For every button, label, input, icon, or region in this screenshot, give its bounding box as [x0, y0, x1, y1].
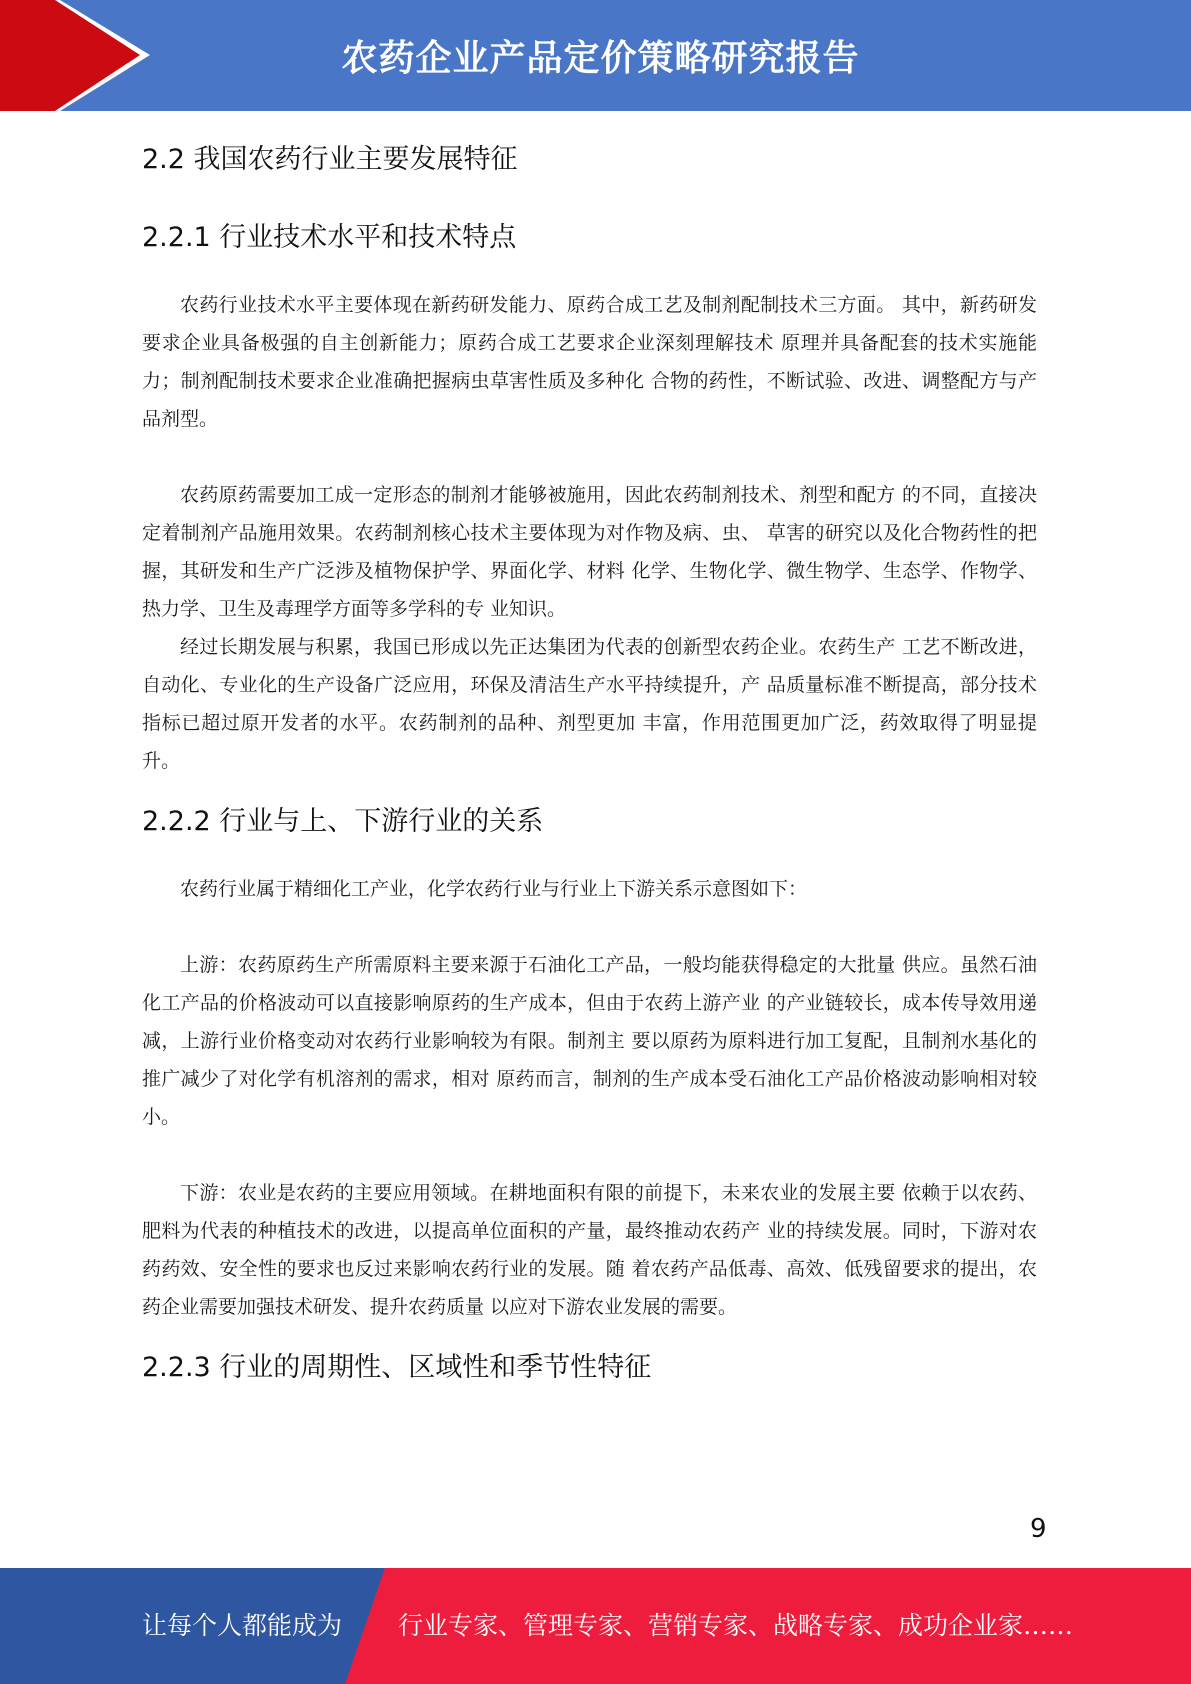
- page-number: 9: [1030, 1514, 1047, 1544]
- section-heading-2-2-2: 2.2.2 行业与上、下游行业的关系: [142, 806, 544, 837]
- header-banner: [0, 0, 1191, 111]
- document-title-text: 农药企业产品定价策略研究报告: [341, 38, 860, 79]
- header-arrow-decoration: [0, 0, 160, 111]
- paragraph-upstream: 上游：农药原药生产所需原料主要来源于石油化工产品，一般均能获得稳定的大批量 供应。虽然石油化工产品的价格波动可以直接影响原药的生产成本，但由于农药上游产业 的产业链较长，成本传导效用递减，上游行业价格变动对农药行业影响较为有限。制剂主 要以原药为原料进行加工复配，且制剂水基化的推广减少了对化学有机溶剂的需求，相对 原药而言，制剂的生产成本受石油化工产品价格波动影响相对较小。: [142, 954, 1037, 1128]
- footer-banner: [0, 1568, 1191, 1684]
- paragraph-industry-chain: 农药行业属于精细化工产业，化学农药行业与行业上下游关系示意图如下：: [180, 878, 808, 900]
- document-title: [150, 0, 1191, 111]
- paragraph-downstream: 下游：农业是农药的主要应用领域。在耕地面积有限的前提下，未来农业的发展主要 依赖于以农药、肥料为代表的种植技术的改进，以提高单位面积的产量，最终推动农药产 业的持续发展。同时，下游对农药药效、安全性的要求也反过来影响农药行业的发展。随 着农药产品低毒、高效、低残留要求的提出，农药企业需要加强技术研发、提升农药质量 以应对下游农业发展的需要。: [142, 1182, 1037, 1318]
- footer-slogan-right: 行业专家、管理专家、营销专家、战略专家、成功企业家……: [398, 1611, 1074, 1640]
- section-heading-2-2-3: 2.2.3 行业的周期性、区域性和季节性特征: [142, 1352, 652, 1383]
- section-heading-2-2-1: 2.2.1 行业技术水平和技术特点: [142, 222, 517, 253]
- paragraph-tech-level: 农药行业技术水平主要体现在新药研发能力、原药合成工艺及制剂配制技术三方面。 其中，新药研发要求企业具备极强的自主创新能力；原药合成工艺要求企业深刻理解技术 原理并具备配套的技术实施能力；制剂配制技术要求企业准确把握病虫草害性质及多种化 合物的药性，不断试验、改进、调整配方与产品剂型。: [142, 294, 1037, 430]
- paragraph-formulation-tech: 农药原药需要加工成一定形态的制剂才能够被施用，因此农药制剂技术、剂型和配方 的不同，直接决定着制剂产品施用效果。农药制剂核心技术主要体现为对作物及病、虫、 草害的研究以及化合物药性的把握，其研发和生产广泛涉及植物保护学、界面化学、材料 化学、生物化学、微生物学、生态学、作物学、热力学、卫生及毒理学方面等多学科的专 业知识。: [142, 484, 1037, 620]
- paragraph-development: 经过长期发展与积累，我国已形成以先正达集团为代表的创新型农药企业。农药生产 工艺不断改进，自动化、专业化的生产设备广泛应用，环保及清洁生产水平持续提升，产 品质量标准不断提高，部分技术指标已超过原开发者的水平。农药制剂的品种、剂型更加 丰富，作用范围更加广泛，药效取得了明显提升。: [142, 636, 1037, 772]
- section-heading-2-2: 2.2 我国农药行业主要发展特征: [142, 144, 518, 175]
- page-content: [142, 120, 1037, 1398]
- footer-slogan-left: 让每个人都能成为: [142, 1611, 343, 1640]
